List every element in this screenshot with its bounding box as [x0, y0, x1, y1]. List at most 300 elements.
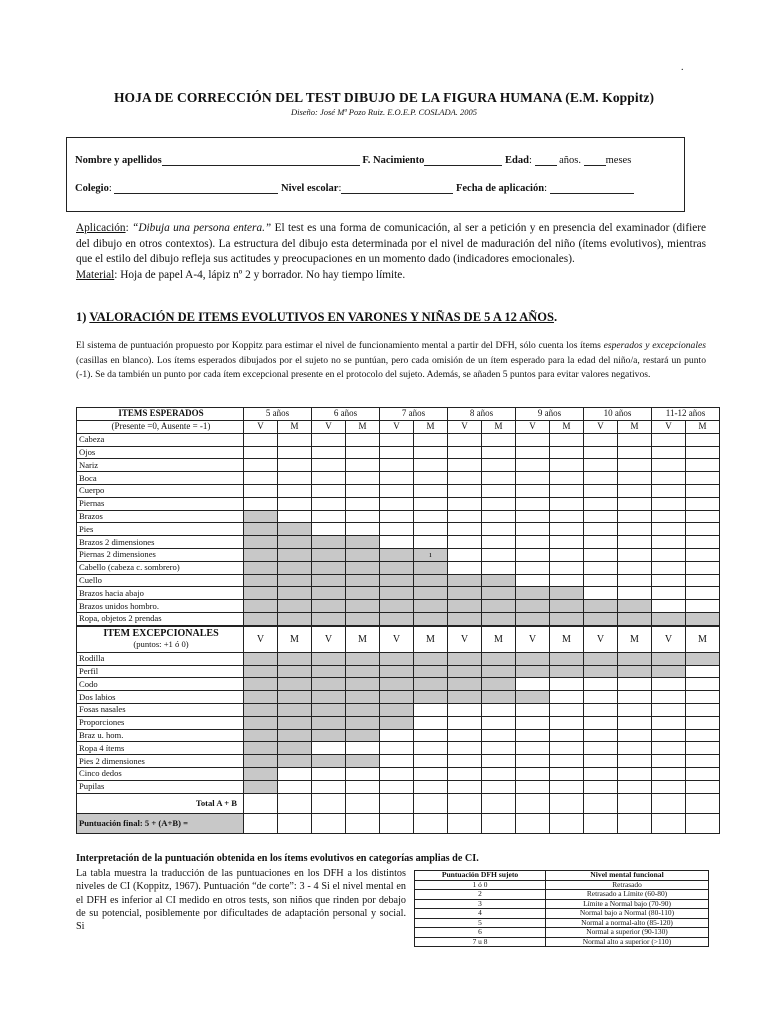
score-cell[interactable]: [380, 523, 414, 536]
score-cell[interactable]: [618, 755, 652, 768]
score-cell[interactable]: [516, 536, 550, 549]
score-cell[interactable]: [584, 729, 618, 742]
score-cell[interactable]: [686, 665, 720, 678]
score-cell[interactable]: [686, 600, 720, 613]
expected-item-label: Brazos 2 dimensiones: [77, 536, 244, 549]
score-cell[interactable]: [618, 678, 652, 691]
score-cell[interactable]: [652, 767, 686, 780]
score-cell[interactable]: [482, 433, 516, 446]
score-cell[interactable]: [584, 703, 618, 716]
score-cell[interactable]: [414, 446, 448, 459]
score-cell[interactable]: [618, 472, 652, 485]
score-cell[interactable]: [652, 574, 686, 587]
score-cell[interactable]: [550, 691, 584, 704]
score-cell[interactable]: [482, 472, 516, 485]
score-cell[interactable]: [618, 716, 652, 729]
ci-row: [415, 880, 709, 890]
score-cell[interactable]: [652, 484, 686, 497]
score-cell[interactable]: [584, 678, 618, 691]
score-cell[interactable]: [482, 767, 516, 780]
score-cell[interactable]: [652, 497, 686, 510]
score-cell[interactable]: [652, 536, 686, 549]
score-cell[interactable]: [550, 510, 584, 523]
ci-row: [415, 928, 709, 938]
total-cell[interactable]: [550, 793, 584, 813]
score-cell[interactable]: [244, 446, 278, 459]
score-cell[interactable]: [448, 510, 482, 523]
score-cell[interactable]: [482, 729, 516, 742]
score-cell[interactable]: [550, 536, 584, 549]
score-cell[interactable]: [516, 459, 550, 472]
score-cell[interactable]: [584, 484, 618, 497]
score-cell[interactable]: [584, 767, 618, 780]
total-cell[interactable]: [244, 793, 278, 813]
shaded-cell: [380, 652, 414, 665]
score-cell[interactable]: [652, 523, 686, 536]
score-cell[interactable]: [618, 561, 652, 574]
score-cell[interactable]: [448, 523, 482, 536]
score-cell[interactable]: [448, 536, 482, 549]
score-cell[interactable]: [448, 703, 482, 716]
final-score-cell[interactable]: [516, 813, 550, 833]
score-cell[interactable]: [618, 767, 652, 780]
total-cell[interactable]: [380, 793, 414, 813]
total-cell[interactable]: [686, 793, 720, 813]
score-cell[interactable]: [686, 472, 720, 485]
score-cell[interactable]: [618, 742, 652, 755]
ci-score-cell: 5: [415, 918, 546, 928]
score-cell[interactable]: [686, 484, 720, 497]
score-cell[interactable]: [312, 767, 346, 780]
score-cell[interactable]: [448, 548, 482, 561]
score-cell[interactable]: [312, 510, 346, 523]
shaded-cell: [244, 742, 278, 755]
table-row: [77, 755, 720, 768]
score-cell[interactable]: [312, 497, 346, 510]
score-cell[interactable]: [686, 703, 720, 716]
final-score-cell[interactable]: [652, 813, 686, 833]
score-cell[interactable]: [244, 497, 278, 510]
score-cell[interactable]: [652, 587, 686, 600]
shaded-cell: [244, 703, 278, 716]
level-field[interactable]: [341, 182, 453, 194]
score-cell[interactable]: [516, 433, 550, 446]
score-cell[interactable]: [550, 497, 584, 510]
score-cell[interactable]: [550, 446, 584, 459]
name-field[interactable]: [162, 154, 360, 166]
score-cell[interactable]: [686, 678, 720, 691]
years-field[interactable]: [535, 154, 557, 166]
score-cell[interactable]: [346, 459, 380, 472]
score-cell[interactable]: [550, 678, 584, 691]
score-cell[interactable]: [312, 472, 346, 485]
exceptional-title: ITEM EXCEPCIONALES: [103, 628, 219, 640]
score-cell[interactable]: [618, 780, 652, 793]
score-cell[interactable]: [312, 523, 346, 536]
score-cell[interactable]: [686, 742, 720, 755]
score-cell[interactable]: [652, 755, 686, 768]
shaded-cell: [244, 548, 278, 561]
score-cell[interactable]: [516, 755, 550, 768]
score-cell[interactable]: [516, 703, 550, 716]
final-score-cell[interactable]: [414, 813, 448, 833]
score-cell[interactable]: [686, 497, 720, 510]
score-cell[interactable]: [414, 510, 448, 523]
score-cell[interactable]: [346, 484, 380, 497]
score-cell[interactable]: [346, 742, 380, 755]
score-cell[interactable]: [516, 780, 550, 793]
score-cell[interactable]: [482, 523, 516, 536]
score-cell[interactable]: [448, 561, 482, 574]
score-cell[interactable]: [448, 433, 482, 446]
score-cell[interactable]: [414, 716, 448, 729]
score-cell[interactable]: [584, 691, 618, 704]
score-cell[interactable]: [414, 703, 448, 716]
score-cell[interactable]: [448, 716, 482, 729]
score-cell[interactable]: [448, 459, 482, 472]
score-cell[interactable]: [516, 729, 550, 742]
score-cell[interactable]: [516, 472, 550, 485]
score-cell[interactable]: [516, 446, 550, 459]
score-cell[interactable]: [278, 497, 312, 510]
score-cell[interactable]: [346, 497, 380, 510]
shaded-cell: [448, 691, 482, 704]
score-cell[interactable]: [584, 574, 618, 587]
final-score-cell[interactable]: [550, 813, 584, 833]
male-column-header: V: [380, 420, 414, 433]
score-cell[interactable]: [414, 497, 448, 510]
score-cell[interactable]: [516, 523, 550, 536]
shaded-cell: [584, 600, 618, 613]
score-cell[interactable]: [516, 548, 550, 561]
final-score-cell[interactable]: [278, 813, 312, 833]
score-cell[interactable]: [584, 459, 618, 472]
score-cell[interactable]: [448, 472, 482, 485]
score-cell[interactable]: [414, 459, 448, 472]
score-cell[interactable]: [686, 510, 720, 523]
score-cell[interactable]: [686, 587, 720, 600]
score-cell[interactable]: [652, 691, 686, 704]
score-cell[interactable]: [278, 767, 312, 780]
score-cell[interactable]: [482, 536, 516, 549]
total-cell[interactable]: [516, 793, 550, 813]
score-cell[interactable]: [482, 780, 516, 793]
score-cell[interactable]: [618, 433, 652, 446]
score-cell[interactable]: [380, 446, 414, 459]
score-cell[interactable]: [686, 767, 720, 780]
score-cell[interactable]: [482, 716, 516, 729]
score-cell[interactable]: [584, 446, 618, 459]
score-cell[interactable]: [618, 703, 652, 716]
score-cell[interactable]: [584, 587, 618, 600]
ci-row: [415, 918, 709, 928]
score-cell[interactable]: [550, 767, 584, 780]
score-cell[interactable]: [516, 510, 550, 523]
final-score-cell[interactable]: [482, 813, 516, 833]
score-cell[interactable]: [584, 755, 618, 768]
shaded-cell: [244, 780, 278, 793]
score-cell[interactable]: [584, 536, 618, 549]
score-cell[interactable]: [278, 484, 312, 497]
score-cell[interactable]: [482, 561, 516, 574]
score-cell[interactable]: [686, 755, 720, 768]
score-cell[interactable]: [278, 459, 312, 472]
score-cell[interactable]: [448, 780, 482, 793]
score-cell[interactable]: [482, 484, 516, 497]
score-cell[interactable]: [482, 742, 516, 755]
score-cell[interactable]: [516, 484, 550, 497]
score-cell[interactable]: [380, 497, 414, 510]
score-cell[interactable]: [686, 548, 720, 561]
score-cell[interactable]: [686, 691, 720, 704]
score-cell[interactable]: [414, 767, 448, 780]
score-cell[interactable]: [550, 459, 584, 472]
total-cell[interactable]: [652, 793, 686, 813]
final-score-cell[interactable]: [380, 813, 414, 833]
score-cell[interactable]: [618, 484, 652, 497]
score-cell[interactable]: [448, 729, 482, 742]
score-cell[interactable]: [516, 742, 550, 755]
score-cell[interactable]: [278, 433, 312, 446]
score-cell[interactable]: [312, 742, 346, 755]
shaded-cell: [312, 612, 346, 625]
score-cell[interactable]: [652, 561, 686, 574]
score-cell[interactable]: [244, 433, 278, 446]
score-cell[interactable]: [550, 780, 584, 793]
score-cell[interactable]: [584, 497, 618, 510]
score-cell[interactable]: [584, 780, 618, 793]
score-cell[interactable]: [448, 446, 482, 459]
shaded-cell: [414, 678, 448, 691]
score-cell[interactable]: [584, 433, 618, 446]
score-cell[interactable]: [414, 742, 448, 755]
score-cell[interactable]: [414, 780, 448, 793]
score-cell[interactable]: [380, 742, 414, 755]
total-label: Total A + B: [77, 793, 244, 813]
score-cell[interactable]: [652, 472, 686, 485]
score-cell[interactable]: [380, 484, 414, 497]
shaded-cell: [380, 691, 414, 704]
score-cell[interactable]: [516, 574, 550, 587]
score-cell[interactable]: [686, 574, 720, 587]
score-cell[interactable]: [278, 510, 312, 523]
score-cell[interactable]: [516, 497, 550, 510]
score-cell[interactable]: [312, 459, 346, 472]
score-cell[interactable]: [686, 729, 720, 742]
score-cell[interactable]: [550, 729, 584, 742]
score-cell[interactable]: [278, 446, 312, 459]
score-cell[interactable]: [550, 716, 584, 729]
score-cell[interactable]: [380, 729, 414, 742]
total-cell[interactable]: [346, 793, 380, 813]
total-cell[interactable]: [584, 793, 618, 813]
table-row: [77, 433, 720, 446]
total-cell[interactable]: [312, 793, 346, 813]
table-row: [77, 691, 720, 704]
score-cell[interactable]: [618, 691, 652, 704]
score-cell[interactable]: [550, 484, 584, 497]
score-cell[interactable]: [448, 484, 482, 497]
score-cell[interactable]: [652, 548, 686, 561]
score-cell[interactable]: [652, 729, 686, 742]
score-cell[interactable]: [380, 472, 414, 485]
shaded-cell: [244, 691, 278, 704]
score-cell[interactable]: [618, 523, 652, 536]
score-cell[interactable]: [448, 497, 482, 510]
score-cell[interactable]: [312, 484, 346, 497]
score-cell[interactable]: [584, 742, 618, 755]
score-cell[interactable]: [414, 755, 448, 768]
final-score-cell[interactable]: [312, 813, 346, 833]
school-field[interactable]: [114, 182, 278, 194]
score-cell[interactable]: [550, 574, 584, 587]
final-score-cell[interactable]: [244, 813, 278, 833]
score-cell[interactable]: [312, 433, 346, 446]
score-cell[interactable]: [618, 587, 652, 600]
score-cell[interactable]: [414, 536, 448, 549]
score-cell[interactable]: [278, 472, 312, 485]
score-cell[interactable]: [652, 510, 686, 523]
score-cell[interactable]: [686, 536, 720, 549]
score-cell[interactable]: [380, 536, 414, 549]
score-cell[interactable]: [686, 523, 720, 536]
score-cell[interactable]: [482, 703, 516, 716]
score-cell[interactable]: [482, 497, 516, 510]
score-cell[interactable]: [346, 446, 380, 459]
score-cell[interactable]: [652, 716, 686, 729]
score-cell[interactable]: [380, 780, 414, 793]
score-cell[interactable]: [618, 548, 652, 561]
score-cell[interactable]: [380, 433, 414, 446]
total-cell[interactable]: [278, 793, 312, 813]
final-score-cell[interactable]: [448, 813, 482, 833]
score-cell[interactable]: [482, 510, 516, 523]
shaded-cell: [550, 612, 584, 625]
score-cell[interactable]: [584, 510, 618, 523]
score-cell[interactable]: [550, 433, 584, 446]
score-cell[interactable]: [550, 561, 584, 574]
score-cell[interactable]: [346, 510, 380, 523]
shaded-cell: [278, 716, 312, 729]
male-column-header: V: [652, 420, 686, 433]
score-cell[interactable]: [516, 767, 550, 780]
date-field[interactable]: [550, 182, 634, 194]
score-cell[interactable]: [652, 433, 686, 446]
score-cell[interactable]: [550, 523, 584, 536]
final-score-cell[interactable]: [584, 813, 618, 833]
score-cell[interactable]: [686, 561, 720, 574]
score-cell[interactable]: [550, 548, 584, 561]
score-cell[interactable]: [618, 510, 652, 523]
score-cell[interactable]: [652, 703, 686, 716]
score-cell[interactable]: [618, 729, 652, 742]
score-cell[interactable]: [312, 446, 346, 459]
score-cell[interactable]: [686, 780, 720, 793]
score-cell[interactable]: [380, 767, 414, 780]
score-cell[interactable]: [516, 678, 550, 691]
score-cell[interactable]: [618, 574, 652, 587]
final-score-cell[interactable]: [618, 813, 652, 833]
score-cell[interactable]: [346, 780, 380, 793]
shaded-cell: [380, 703, 414, 716]
score-cell[interactable]: [414, 729, 448, 742]
score-cell[interactable]: [584, 523, 618, 536]
exceptional-item-label: Fosas nasales: [77, 703, 244, 716]
final-score-cell[interactable]: [346, 813, 380, 833]
score-cell[interactable]: [244, 484, 278, 497]
score-cell[interactable]: [380, 755, 414, 768]
score-cell[interactable]: [686, 459, 720, 472]
score-cell[interactable]: [618, 459, 652, 472]
score-cell[interactable]: [482, 755, 516, 768]
score-cell[interactable]: [584, 561, 618, 574]
score-cell[interactable]: [482, 548, 516, 561]
score-cell[interactable]: [550, 703, 584, 716]
score-cell[interactable]: [414, 484, 448, 497]
score-cell[interactable]: [244, 459, 278, 472]
score-cell[interactable]: [652, 600, 686, 613]
score-cell[interactable]: [550, 472, 584, 485]
score-cell[interactable]: [516, 716, 550, 729]
score-cell[interactable]: [584, 548, 618, 561]
score-cell[interactable]: [380, 459, 414, 472]
score-cell[interactable]: [686, 433, 720, 446]
score-cell[interactable]: [652, 459, 686, 472]
score-cell[interactable]: [686, 446, 720, 459]
score-cell[interactable]: [346, 433, 380, 446]
total-cell[interactable]: [618, 793, 652, 813]
score-cell[interactable]: [652, 742, 686, 755]
shaded-cell: [414, 561, 448, 574]
score-cell[interactable]: [618, 497, 652, 510]
score-cell[interactable]: [482, 459, 516, 472]
table-row: [77, 523, 720, 536]
score-cell[interactable]: [448, 755, 482, 768]
score-cell[interactable]: [346, 472, 380, 485]
total-cell[interactable]: [448, 793, 482, 813]
score-cell[interactable]: [516, 561, 550, 574]
score-cell[interactable]: [550, 755, 584, 768]
score-cell[interactable]: [652, 446, 686, 459]
final-score-cell[interactable]: [686, 813, 720, 833]
score-cell[interactable]: [584, 472, 618, 485]
score-cell[interactable]: [346, 767, 380, 780]
score-cell[interactable]: [244, 472, 278, 485]
total-cell[interactable]: [482, 793, 516, 813]
shaded-cell: [346, 729, 380, 742]
score-cell[interactable]: [346, 523, 380, 536]
score-cell[interactable]: [652, 678, 686, 691]
score-cell[interactable]: [414, 472, 448, 485]
score-cell[interactable]: [584, 716, 618, 729]
birth-field[interactable]: [424, 154, 502, 166]
score-cell[interactable]: [550, 742, 584, 755]
total-cell[interactable]: [414, 793, 448, 813]
score-cell[interactable]: [686, 716, 720, 729]
score-cell[interactable]: [380, 510, 414, 523]
score-cell[interactable]: [618, 446, 652, 459]
score-cell[interactable]: [482, 446, 516, 459]
score-cell[interactable]: [414, 433, 448, 446]
score-cell[interactable]: [448, 767, 482, 780]
score-cell[interactable]: [278, 780, 312, 793]
score-cell[interactable]: [618, 536, 652, 549]
score-cell[interactable]: [652, 780, 686, 793]
score-cell[interactable]: [312, 780, 346, 793]
months-field[interactable]: [584, 154, 606, 166]
score-cell[interactable]: [414, 523, 448, 536]
score-cell[interactable]: [448, 742, 482, 755]
